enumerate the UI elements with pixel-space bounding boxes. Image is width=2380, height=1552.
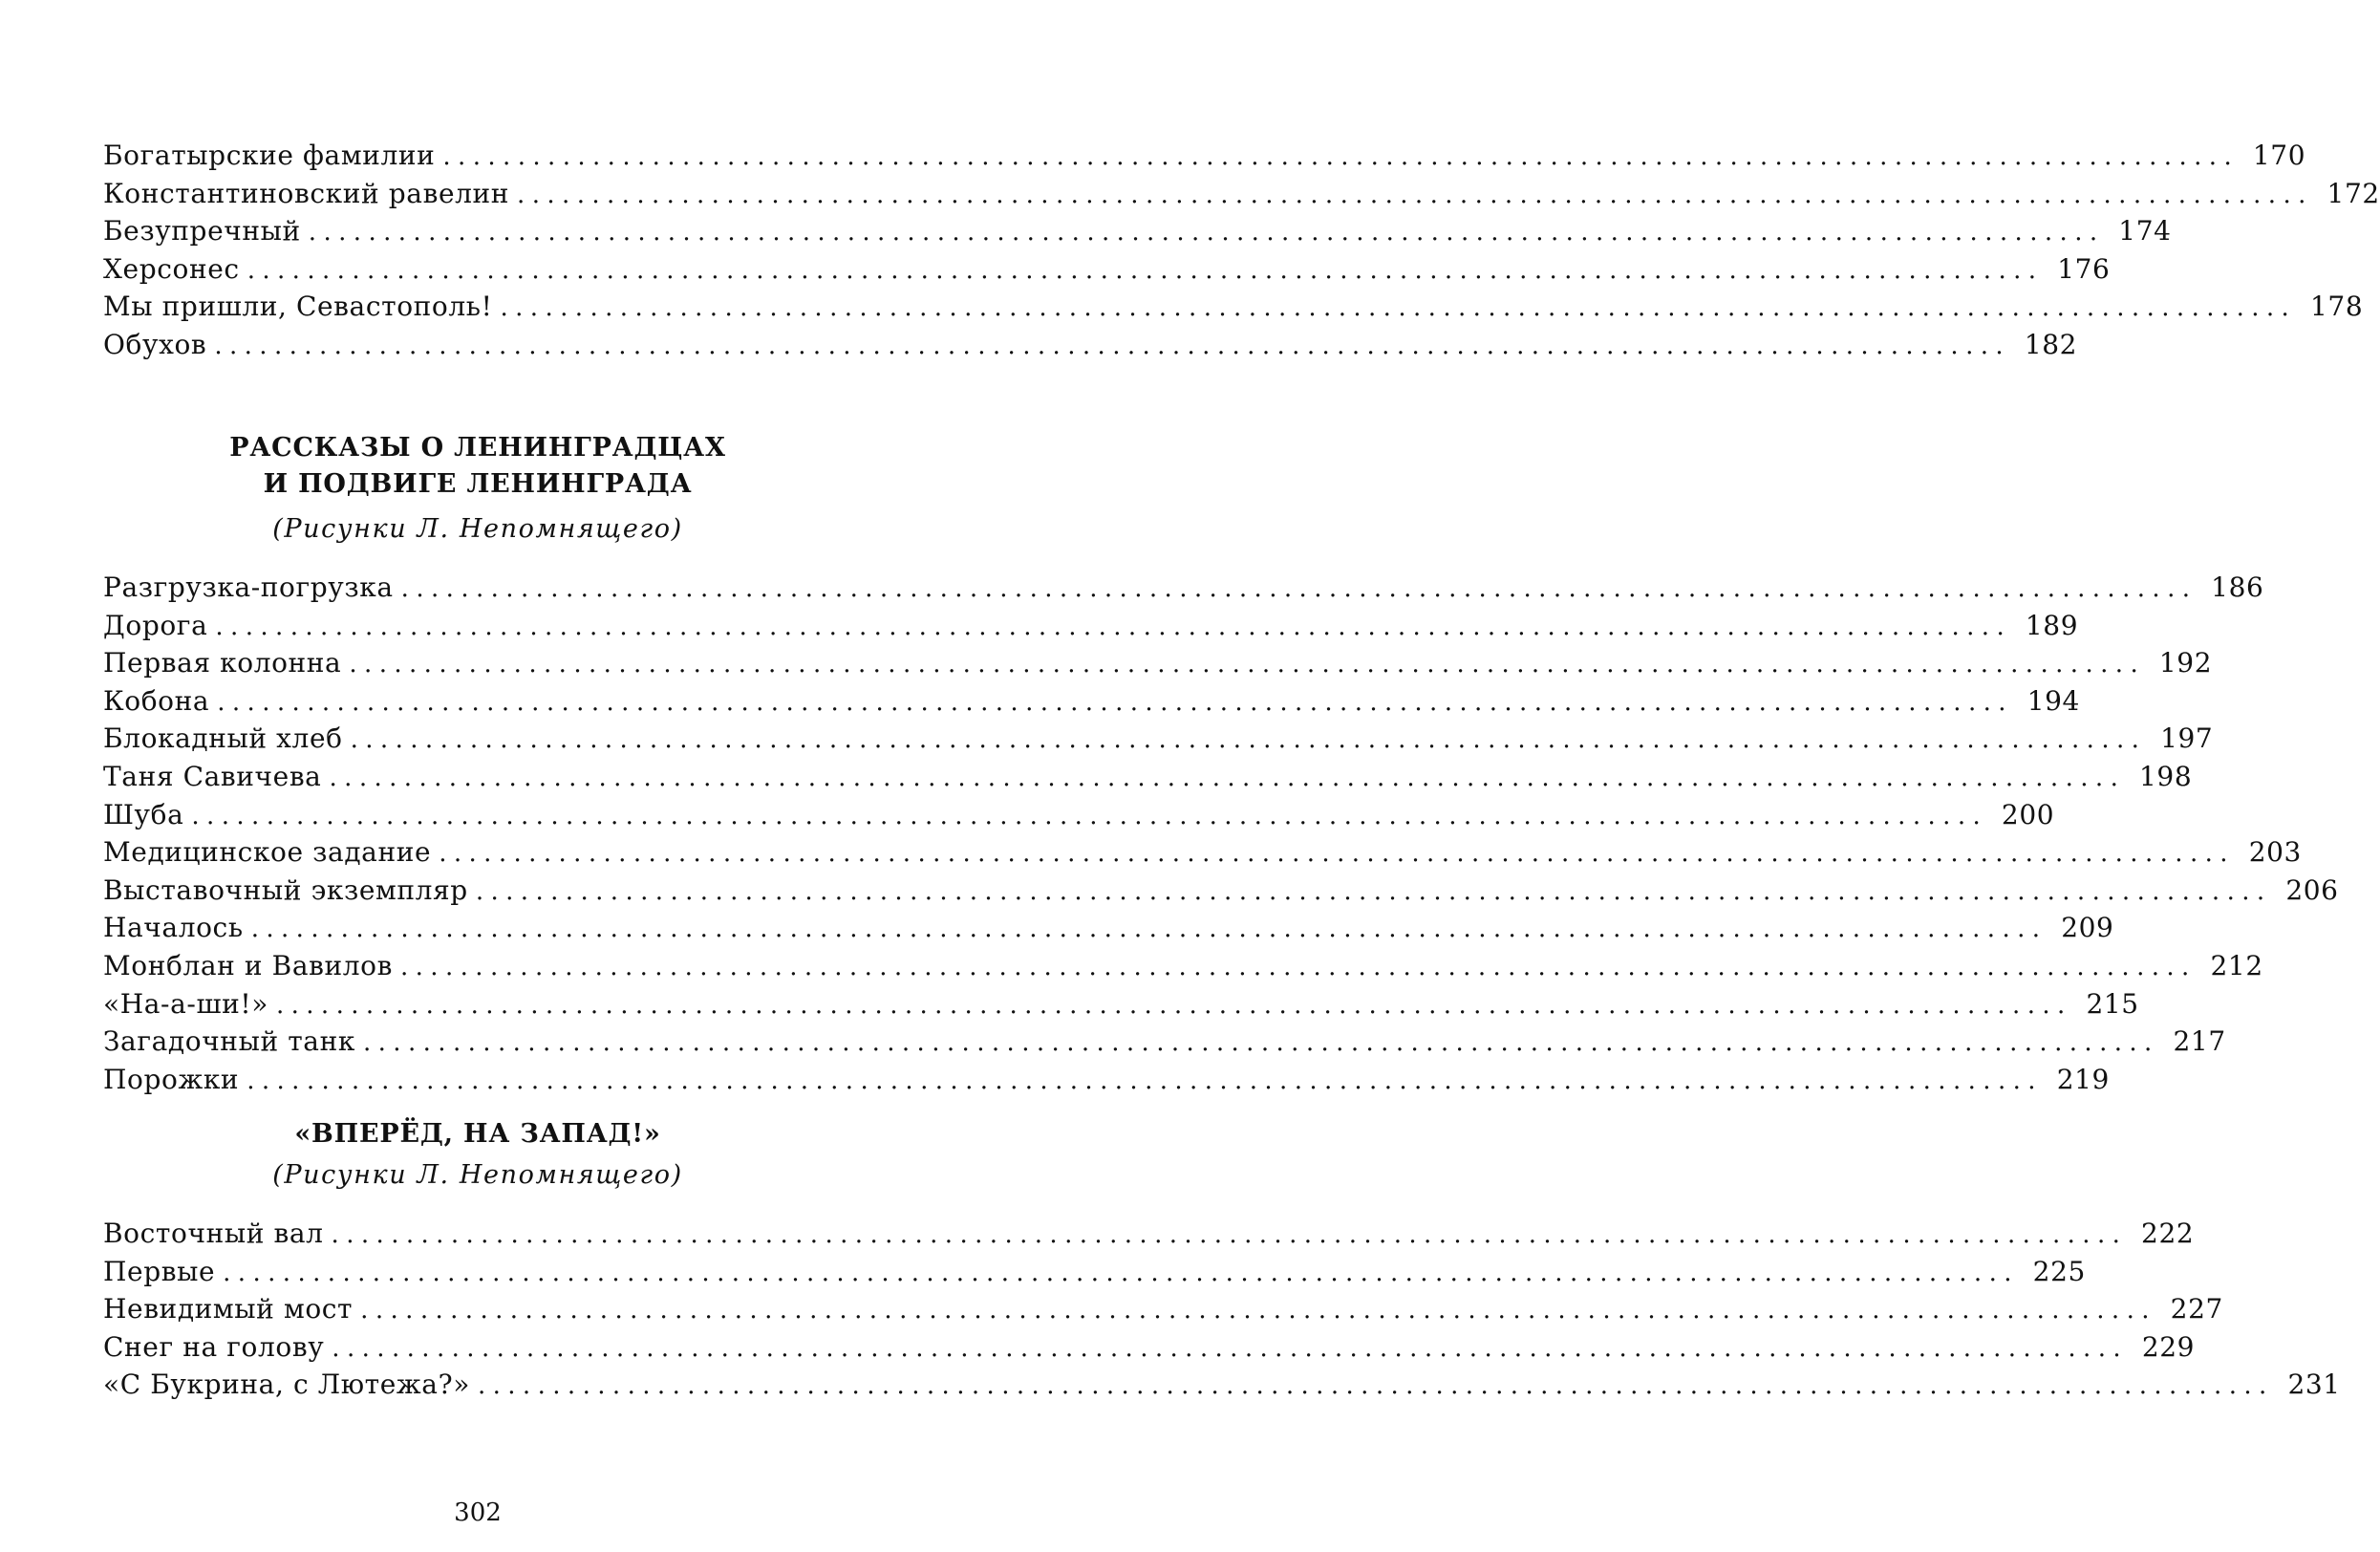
dot-leader: ........................................................................................................................	[399, 952, 2197, 981]
toc-entry-title: Таня Савичева	[103, 760, 322, 792]
toc-entry-page: 182	[2024, 328, 2078, 360]
toc-entry-title: Шуба	[103, 798, 184, 830]
toc-entry-page: 178	[2309, 291, 2364, 323]
dot-leader: ........................................................................................................................	[214, 331, 2011, 360]
toc-entry-page: 197	[2160, 722, 2214, 755]
toc-entry	[103, 987, 2139, 1026]
toc-entry-page: 209	[2061, 912, 2114, 944]
toc-entry-page: 176	[2057, 252, 2111, 285]
toc-entry-page: 203	[2248, 836, 2302, 869]
toc-entry	[103, 1255, 2086, 1294]
toc-entry	[103, 798, 2055, 837]
dot-leader: ........................................................................................................................	[362, 1028, 2159, 1058]
toc-entry	[103, 949, 2263, 988]
toc-entry-page: 189	[2025, 609, 2079, 641]
dot-leader: ........................................................................................................................	[477, 1371, 2274, 1401]
toc-entry	[103, 647, 2213, 685]
toc-entry	[103, 177, 2380, 216]
dot-leader: ........................................................................................................................	[215, 612, 2012, 641]
page-number: 302	[454, 1498, 502, 1527]
dot-leader: ........................................................................................................................	[217, 687, 2013, 717]
toc-list	[103, 140, 2380, 367]
dot-leader: ........................................................................................................................	[191, 801, 1988, 830]
toc-entry-title: «С Букрина, с Лютежа?»	[103, 1369, 470, 1401]
toc-entry-title: «На-а-ши!»	[103, 987, 268, 1020]
dot-leader: ........................................................................................................................	[308, 218, 2105, 248]
dot-leader: ........................................................................................................................	[349, 650, 2146, 679]
section-credit: (Рисунки Л. Непомнящего)	[272, 1160, 683, 1190]
toc-entry-page: 194	[2026, 684, 2080, 717]
toc-entry-title: Мы пришли, Севастополь!	[103, 291, 493, 323]
toc-entry-title: Монблан и Вавилов	[103, 949, 393, 981]
toc-entry-title: Херсонес	[103, 252, 240, 285]
toc-entry	[103, 291, 2364, 329]
toc-entry-title: Первые	[103, 1255, 216, 1287]
toc-entry-title: Выставочный экземпляр	[103, 873, 468, 906]
section-heading-line: И ПОДВИГЕ ЛЕНИНГРАДА	[263, 469, 693, 499]
toc-entry-title: Богатырские фамилии	[103, 140, 436, 171]
toc-entry	[103, 912, 2114, 950]
toc-entry-page: 215	[2086, 987, 2139, 1020]
toc-entry-page: 231	[2287, 1369, 2341, 1401]
toc-entry	[103, 252, 2111, 291]
dot-leader: ........................................................................................................................	[247, 255, 2044, 285]
dot-leader: ........................................................................................................................	[331, 1220, 2128, 1249]
toc-entry	[103, 1218, 2195, 1256]
toc-entry	[103, 760, 2193, 799]
toc-entry-title: Кобона	[103, 684, 210, 717]
dot-leader: ........................................................................................................................	[475, 876, 2272, 906]
toc-entry-title: Блокадный хлеб	[103, 722, 343, 755]
toc-entry-title: Разгрузка-погрузка	[103, 571, 394, 603]
dot-leader: ........................................................................................................................	[329, 763, 2126, 792]
toc-entry-page: 172	[2326, 177, 2380, 209]
dot-leader: ........................................................................................................................	[442, 142, 2240, 171]
dot-leader: ........................................................................................................................	[250, 915, 2048, 944]
toc-entry	[103, 1025, 2226, 1064]
toc-entry-page: 206	[2285, 873, 2339, 906]
section-credit: (Рисунки Л. Непомнящего)	[272, 514, 683, 544]
toc-entry-title: Безупречный	[103, 215, 301, 248]
toc-entry-title: Первая колонна	[103, 647, 342, 679]
toc-entry	[103, 571, 2264, 610]
toc-entry-title: Невидимый мост	[103, 1293, 354, 1326]
toc-entry-page: 200	[2001, 798, 2055, 830]
toc-entry-page: 229	[2141, 1330, 2196, 1363]
toc-entry	[103, 215, 2172, 253]
toc-entry-page: 198	[2139, 760, 2193, 792]
toc-entry-page: 174	[2118, 215, 2172, 248]
toc-entry-title: Снег на голову	[103, 1330, 325, 1363]
toc-entry-page: 192	[2158, 647, 2213, 679]
toc-entry-title: Началось	[103, 912, 244, 944]
toc-entry-title: Порожки	[103, 1063, 240, 1095]
section-heading-line: РАССКАЗЫ О ЛЕНИНГРАДЦАХ	[229, 433, 726, 463]
toc-entry	[103, 873, 2339, 913]
toc-entry-page: 225	[2032, 1255, 2086, 1287]
dot-leader: ........................................................................................................................	[332, 1333, 2129, 1363]
toc-entry-title: Загадочный танк	[103, 1025, 355, 1058]
toc-entry	[103, 140, 2306, 178]
dot-leader: ........................................................................................................................	[223, 1258, 2019, 1287]
dot-leader: ........................................................................................................................	[500, 293, 2297, 323]
toc-entry-page: 186	[2211, 571, 2264, 603]
dot-leader: ........................................................................................................................	[517, 180, 2313, 209]
toc-entry-page: 227	[2170, 1293, 2223, 1326]
toc-entry-title: Константиновский равелин	[103, 177, 510, 209]
toc-entry-title: Медицинское задание	[103, 836, 432, 869]
toc-entry	[103, 1330, 2196, 1369]
toc-entry-page: 212	[2210, 949, 2263, 981]
section-heading-line: «ВПЕРЁД, НА ЗАПАД!»	[294, 1119, 661, 1149]
dot-leader: ........................................................................................................................	[400, 574, 2198, 603]
toc-entry-title: Восточный вал	[103, 1218, 324, 1249]
section-heading	[0, 430, 955, 503]
toc-entry-page: 170	[2252, 140, 2306, 171]
toc-list	[103, 571, 2339, 1101]
toc-entry-page: 222	[2141, 1218, 2195, 1249]
dot-leader: ........................................................................................................................	[350, 725, 2147, 755]
toc-entry-title: Обухов	[103, 328, 207, 360]
dot-leader: ........................................................................................................................	[275, 990, 2072, 1020]
section-heading	[0, 1116, 955, 1153]
toc-entry-title: Дорога	[103, 609, 208, 641]
toc-entry	[103, 684, 2080, 723]
toc-entry	[103, 1293, 2223, 1331]
dot-leader: ........................................................................................................................	[439, 839, 2235, 869]
toc-entry	[103, 1369, 2341, 1407]
toc-entry	[103, 609, 2079, 648]
toc-entry	[103, 836, 2302, 874]
toc-entry	[103, 722, 2214, 761]
dot-leader: ........................................................................................................................	[247, 1066, 2043, 1095]
toc-entry-page: 219	[2056, 1063, 2110, 1095]
toc-entry	[103, 1063, 2110, 1102]
toc-entry	[103, 328, 2078, 367]
dot-leader: ........................................................................................................................	[360, 1296, 2156, 1326]
toc-entry-page: 217	[2173, 1025, 2226, 1058]
toc-list	[103, 1218, 2341, 1407]
